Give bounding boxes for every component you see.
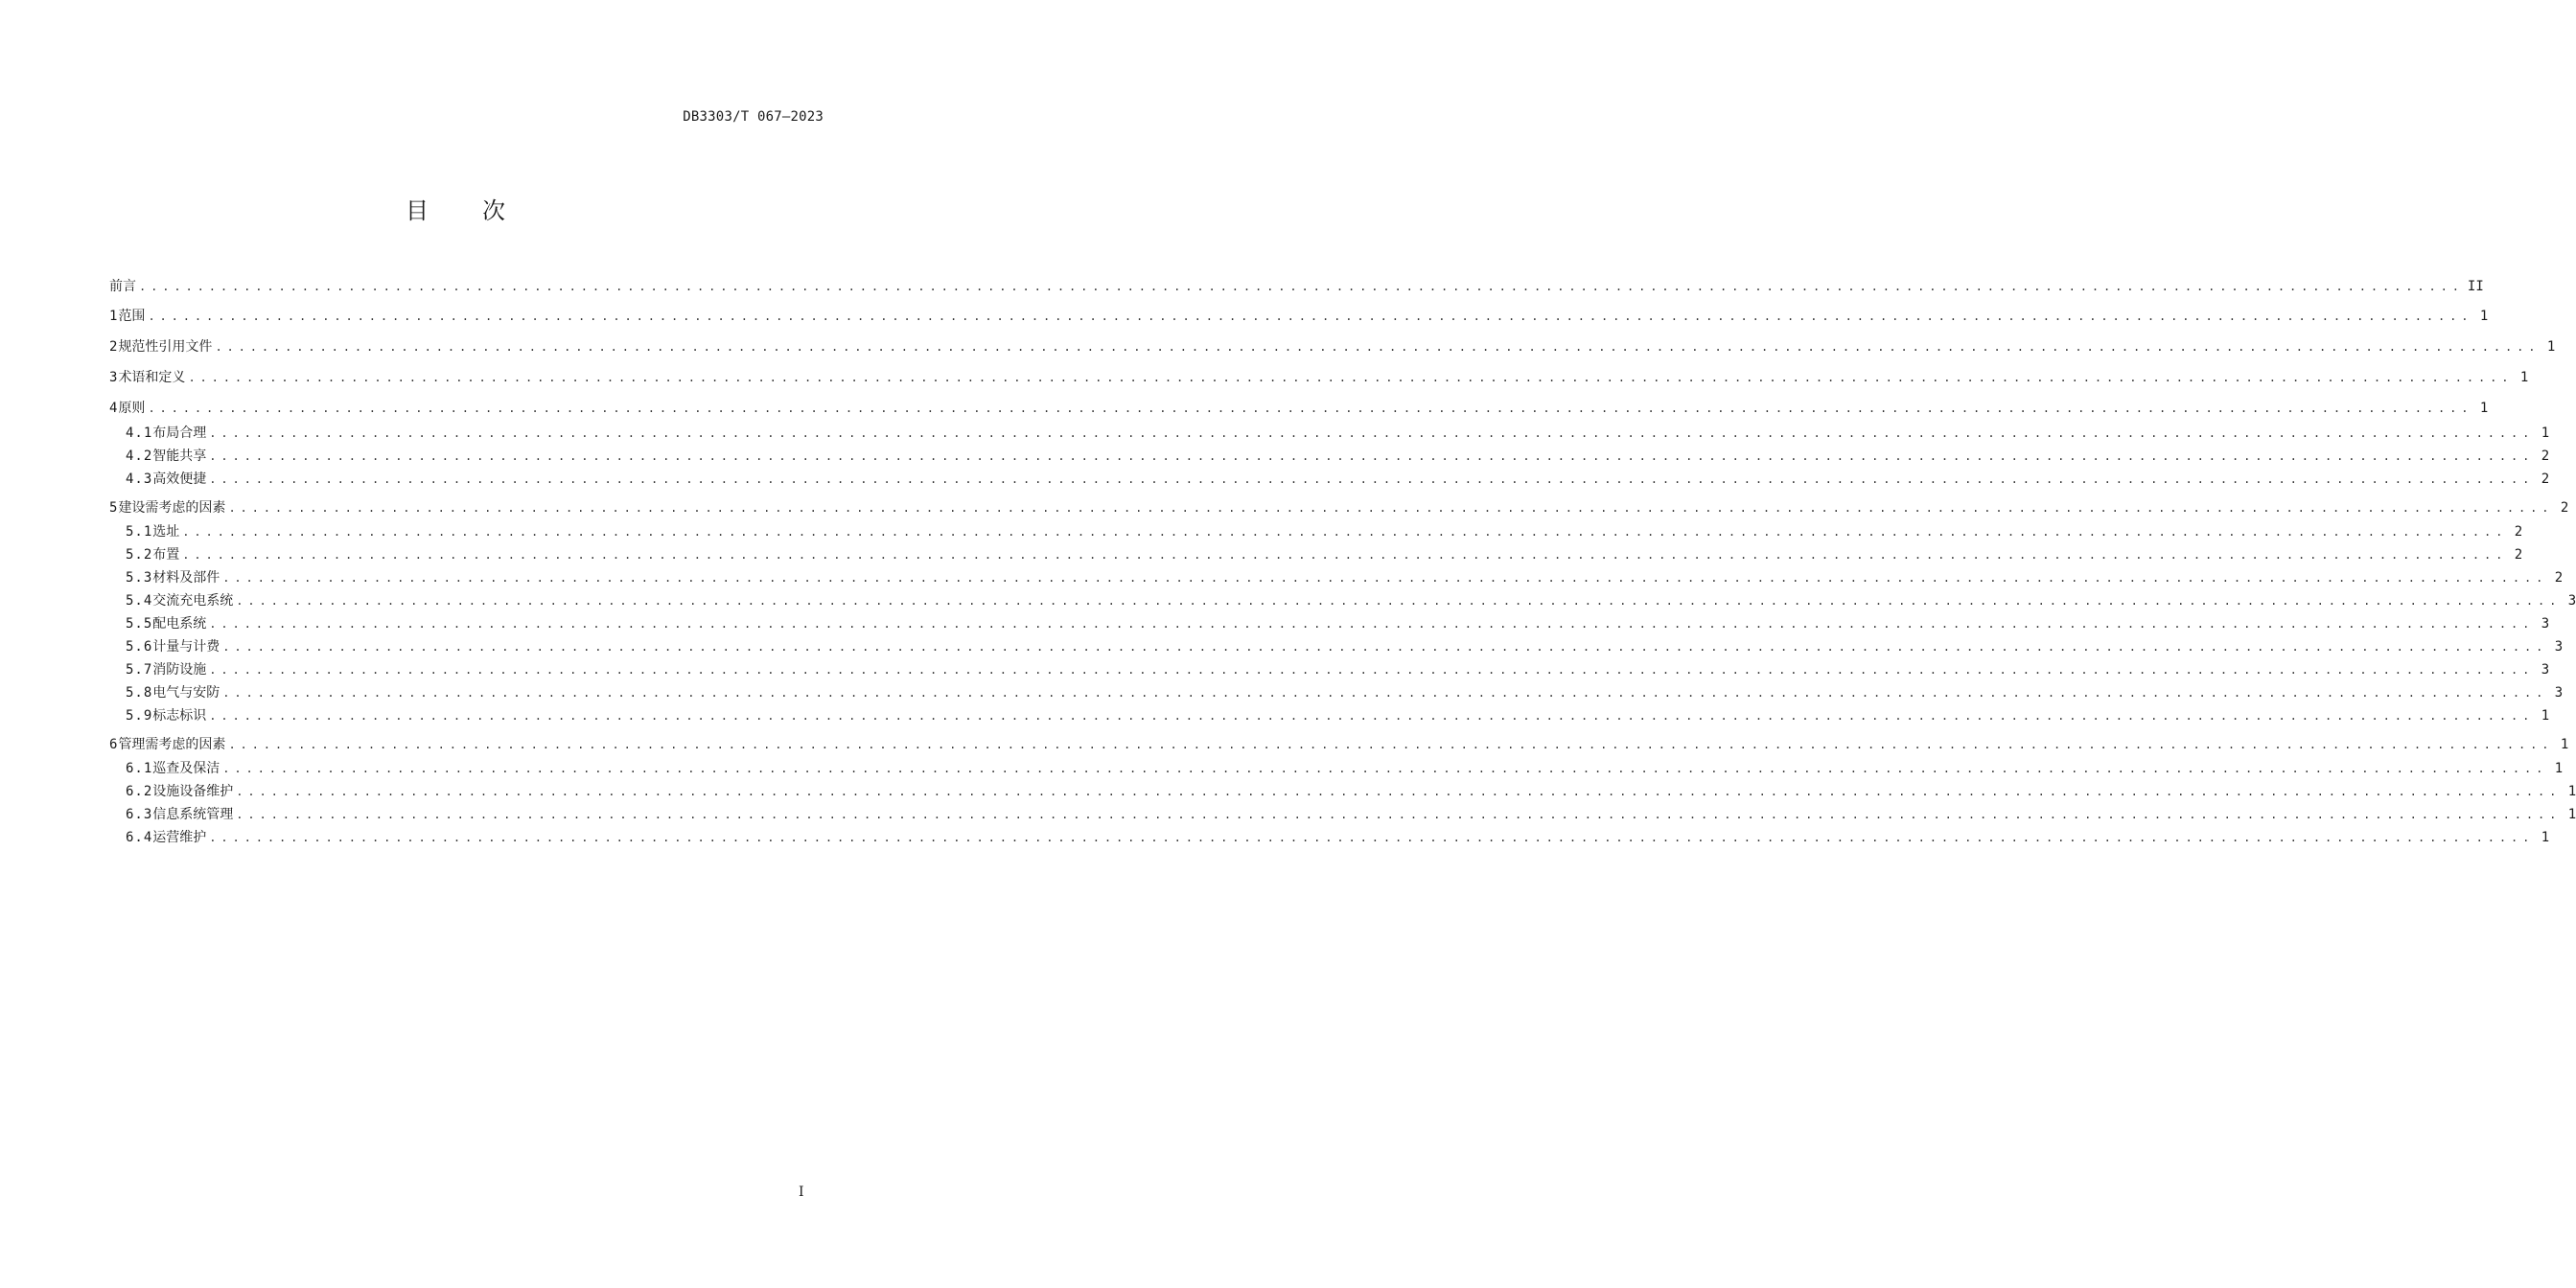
toc-entry[interactable] [126,805,2576,824]
toc-entry-label: 信息系统管理 [152,807,234,822]
toc-entry-number: 6.3 [126,807,153,822]
toc-entry-label: 消防设施 [152,662,207,678]
toc-leader-dots: ........................................................................................................................................................................................................ [222,686,2548,700]
toc-entry-label: 布局合理 [152,426,207,441]
toc-entry-number: 1 [109,309,119,324]
toc-leader-dots: ........................................................................................................................................................................................................ [209,472,2535,486]
toc-leader-dots: ........................................................................................................................................................................................................ [222,640,2548,654]
toc-entry-page: 1 [2567,807,2576,822]
toc-leader-dots: ........................................................................................................................................................................................................ [236,594,2562,608]
toc-entry-number: 6.1 [126,761,153,776]
toc-entry-label: 电气与安防 [152,685,220,701]
toc-entry[interactable] [109,399,2489,418]
page-number: I [799,1184,804,1200]
toc-entry-label: 标志标识 [152,708,207,724]
toc-leader-dots: ........................................................................................................................................................................................................ [209,831,2535,844]
toc-entry-page: 1 [2519,370,2529,385]
toc-entry-page: 1 [2541,426,2550,441]
toc-entry[interactable] [126,591,2576,610]
toc-entry-page: 3 [2567,593,2576,609]
toc-entry-page: 1 [2541,830,2550,845]
toc-entry-page: 1 [2479,309,2489,324]
toc-entry-label: 选址 [152,524,180,540]
toc-leader-dots: ........................................................................................................................................................................................................ [209,449,2535,463]
toc-entry-number: 5.4 [126,593,153,609]
toc-leader-dots: ........................................................................................................................................................................................................ [188,371,2514,384]
toc-entry-page: 1 [2541,708,2550,724]
toc-leader-dots: ........................................................................................................................................................................................................ [209,617,2535,631]
toc-entry-page: 3 [2541,616,2550,632]
toc-leader-dots: ........................................................................................................................................................................................................ [215,340,2541,354]
toc-entry[interactable] [126,828,2550,847]
toc-leader-dots: ........................................................................................................................................................................................................ [209,426,2535,440]
toc-entry-number: 5.6 [126,639,153,655]
toc-entry[interactable] [126,545,2523,564]
toc-entry-page: 2 [2514,524,2523,540]
toc-leader-dots: ........................................................................................................................................................................................................ [222,762,2548,775]
toc-entry-number: 5.5 [126,616,153,632]
toc-entry-page: 2 [2541,472,2550,487]
toc-entry-label: 管理需考虑的因素 [118,737,226,752]
toc-leader-dots: ........................................................................................................................................................................................................ [236,785,2562,798]
toc-entry[interactable] [126,683,2564,702]
toc-entry-label: 术语和定义 [118,370,186,385]
toc-leader-dots: ........................................................................................................................................................................................................ [209,709,2535,723]
toc-leader-dots: ........................................................................................................................................................................................................ [222,571,2548,585]
toc-entry[interactable] [126,614,2550,633]
toc-entry-page: 1 [2560,737,2569,752]
toc-leader-dots: ........................................................................................................................................................................................................ [182,548,2508,562]
toc-entry-label: 布置 [152,547,180,563]
toc-entry-number: 6.4 [126,830,153,845]
toc-entry-number: 5.1 [126,524,153,540]
toc-entry-number: 5.9 [126,708,153,724]
toc-entry-page: 1 [2567,784,2576,799]
toc-entry-label: 建设需考虑的因素 [118,500,226,516]
toc-leader-dots: ........................................................................................................................................................................................................ [228,501,2554,515]
toc-entry-number: 5.7 [126,662,153,678]
toc-entry-page: 1 [2479,401,2489,416]
toc-entry-number: 4.2 [126,448,153,464]
toc-entry-page: 3 [2541,662,2550,678]
toc-entry-label: 范围 [118,309,146,324]
document-code: DB3303/T 067—2023 [683,109,824,125]
toc-entry-label: 规范性引用文件 [118,339,213,355]
toc-entry-number: 5.2 [126,547,153,563]
toc-entry-label: 材料及部件 [152,570,220,586]
toc-leader-dots: ........................................................................................................................................................................................................ [228,738,2554,751]
toc-entry-number: 2 [109,339,119,355]
toc-entry-number: 6 [109,737,119,752]
toc-entry[interactable] [109,277,2484,296]
toc-leader-dots: ........................................................................................................................................................................................................ [236,808,2562,821]
toc-entry[interactable] [126,447,2550,466]
toc-entry-label: 计量与计费 [152,639,220,655]
toc-entry-page: 1 [2554,761,2564,776]
toc-entry-label: 前言 [109,279,136,294]
toc-entry[interactable] [126,660,2550,679]
toc-leader-dots: ........................................................................................................................................................................................................ [139,280,2464,293]
toc-entry-label: 巡查及保洁 [152,761,220,776]
toc-entry-number: 4 [109,401,119,416]
toc-entry[interactable] [109,337,2556,356]
toc-entry[interactable] [126,637,2564,656]
toc-entry-page: 2 [2541,448,2550,464]
toc-entry-number: 6.2 [126,784,153,799]
toc-entry-label: 设施设备维护 [152,784,234,799]
toc-entry-number: 4.3 [126,472,153,487]
toc-entry[interactable] [126,424,2550,443]
toc-entry[interactable] [109,735,2569,754]
toc-entry-page: 3 [2554,685,2564,701]
toc-entry[interactable] [126,706,2550,725]
toc-entry-label: 高效便捷 [152,472,207,487]
toc-entry-page: 3 [2554,639,2564,655]
toc-entry[interactable] [126,522,2523,541]
toc-entry-page: 1 [2546,339,2556,355]
toc-entry-label: 配电系统 [152,616,207,632]
toc-entry-page: 2 [2514,547,2523,563]
page-title-part1: 目 [406,197,429,224]
toc-entry[interactable] [109,307,2489,326]
toc-entry-page: 2 [2554,570,2564,586]
toc-entry-label: 原则 [118,401,146,416]
toc-entry[interactable] [126,759,2564,778]
toc-entry-page: II [2467,279,2484,294]
toc-leader-dots: ........................................................................................................................................................................................................ [148,402,2473,415]
toc-leader-dots: ........................................................................................................................................................................................................ [148,310,2473,323]
toc-entry-page: 2 [2560,500,2569,516]
page-title-part2: 次 [482,197,505,224]
toc-entry-label: 交流充电系统 [152,593,234,609]
toc-entry[interactable] [126,782,2576,801]
toc-leader-dots: ........................................................................................................................................................................................................ [182,525,2508,539]
toc-entry[interactable] [109,368,2529,387]
toc-entry-number: 3 [109,370,119,385]
toc-entry-number: 5.3 [126,570,153,586]
toc-entry-label: 智能共享 [152,448,207,464]
toc-entry-number: 5.8 [126,685,153,701]
toc-entry-number: 4.1 [126,426,153,441]
page-title [0,192,911,225]
toc-entry[interactable] [126,470,2550,489]
toc-leader-dots: ........................................................................................................................................................................................................ [209,663,2535,677]
toc-entry-label: 运营维护 [152,830,207,845]
toc-entry[interactable] [126,568,2564,587]
toc-entry[interactable] [109,498,2569,518]
toc-entry-number: 5 [109,500,119,516]
